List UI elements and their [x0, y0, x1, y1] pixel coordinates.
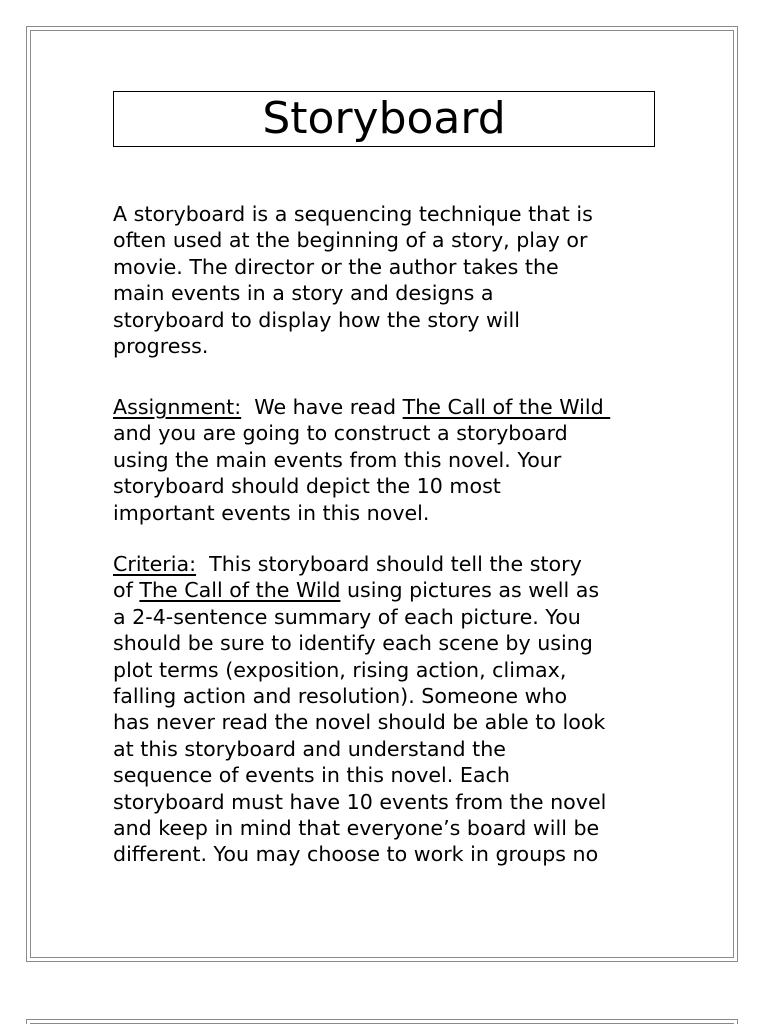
- criteria-line: at this storyboard and understand the: [113, 736, 506, 761]
- criteria-line: storyboard must have 10 events from the novel: [113, 789, 607, 814]
- assignment-line: using the main events from this novel. Your: [113, 447, 562, 472]
- criteria-line: should be sure to identify each scene by using: [113, 631, 593, 656]
- intro-line: often used at the beginning of a story, play or: [113, 228, 588, 253]
- assignment-paragraph: [113, 394, 673, 526]
- intro-line: progress.: [113, 334, 209, 359]
- criteria-book-title: The Call of the Wild: [139, 578, 341, 603]
- criteria-line2-prefix: of: [113, 578, 140, 603]
- assignment-line: storyboard should depict the 10 most: [113, 474, 501, 499]
- criteria-label: Criteria:: [113, 552, 197, 576]
- criteria-line: and keep in mind that everyone’s board will be: [113, 816, 600, 841]
- intro-paragraph: [113, 201, 673, 359]
- criteria-line1-text: This storyboard should tell the story: [196, 552, 582, 576]
- criteria-line: plot terms (exposition, rising action, climax,: [113, 657, 567, 682]
- title-box: [113, 91, 655, 147]
- intro-line: movie. The director or the author takes the: [113, 254, 559, 279]
- intro-line: storyboard to display how the story will: [113, 307, 520, 332]
- assignment-line: and you are going to construct a storyboard: [113, 421, 568, 446]
- next-page-border: [26, 1019, 738, 1024]
- page-title: Storyboard: [262, 93, 506, 144]
- criteria-line2-suffix: using pictures as well as: [340, 578, 600, 603]
- criteria-line: a 2-4-sentence summary of each picture. You: [113, 604, 581, 629]
- intro-line: main events in a story and designs a: [113, 281, 494, 306]
- intro-line: A storyboard is a sequencing technique that is: [113, 202, 593, 226]
- criteria-line: falling action and resolution). Someone who: [113, 684, 568, 709]
- criteria-line: has never read the novel should be able to look: [113, 710, 606, 735]
- assignment-line1-text: We have read: [241, 395, 403, 419]
- criteria-line: different. You may choose to work in groups no: [113, 842, 599, 867]
- assignment-book-title: The Call of the Wild: [402, 395, 611, 419]
- criteria-line: sequence of events in this novel. Each: [113, 763, 510, 788]
- assignment-label: Assignment:: [113, 395, 242, 419]
- assignment-line: important events in this novel.: [113, 500, 430, 525]
- criteria-paragraph: [113, 551, 673, 868]
